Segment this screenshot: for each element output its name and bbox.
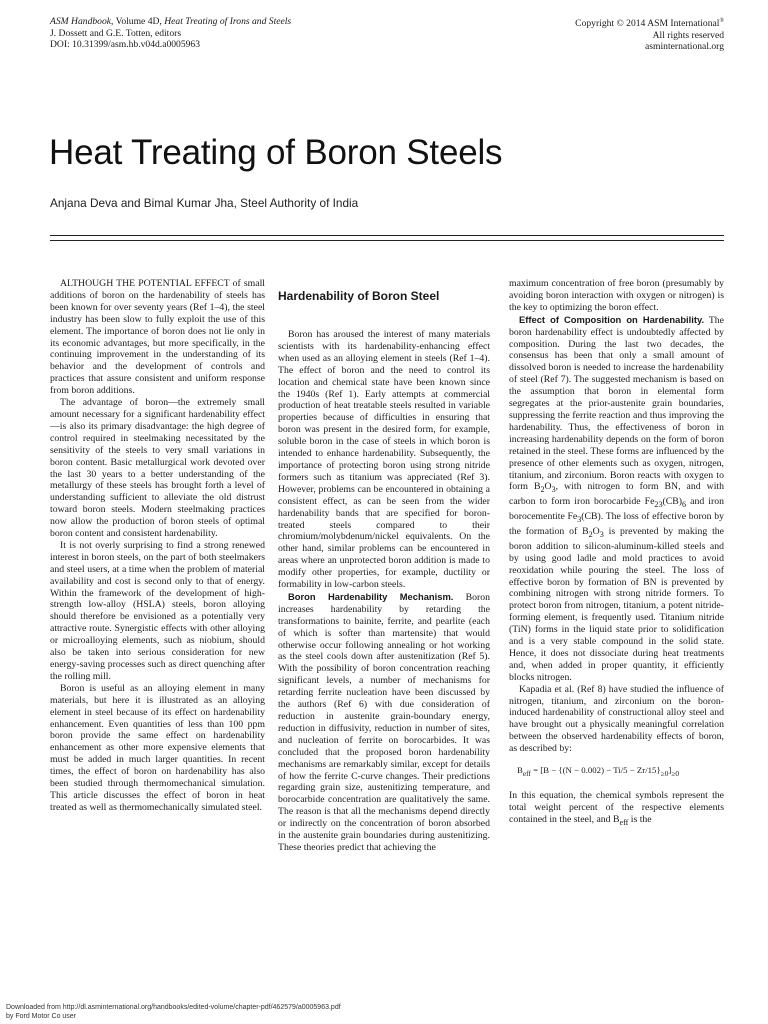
equation-explanation-paragraph [509, 790, 724, 829]
composition-text-b: , with nitrogen to form BN, and with carbon to form iron borocarbide Fe [509, 481, 724, 508]
kapadia-paragraph: Kapadia et al. (Ref 8) have studied the influence of nitrogen, titanium, and zirconium on the boron-induced hardenability of constructional alloy steel and have brought out a physically meaningful correlation between the observed hardenability effects of boron, as described by: [509, 683, 724, 755]
editors-line: J. Dossett and G.E. Totten, editors [50, 27, 182, 39]
composition-paragraph [509, 314, 724, 684]
running-header-left [50, 16, 291, 51]
composition-runin-heading: Effect of Composition on Hardenability. [519, 313, 705, 325]
subscript: 3 [551, 485, 556, 495]
copyright-text: Copyright © 2014 ASM International [575, 18, 720, 29]
mechanism-text: Boron increases hardenability by retarding the transformations to bainite, ferrite, and pearlite (each of which is softer than martensite) that would otherwise occur following annealing or hot working as the steel cools down after austenitization (Ref 5). With the possibility of boron concentration reaching significant levels, a number of mechanisms for retarding ferrite nucleation have been discussed by the authors (Ref 6) with due consideration of reduction in austenite grain-boundary energy, reduction in diffusivity, reduction in number of sites, and nucleation of ferrite on borocarbides. It was concluded that the proposed boron hardenability mechanisms are remarkably similar, except for details of how the ferrite C-curve changes. Their predictions regarding grain size, austenitizing temperature, and borocarbide concentration are qualitatively the same. The reason is that all the mechanisms depend directly or indirectly on the concentration of boron absorbed in the austenite grain boundaries during austenitizing. These theories predict that achieving the [278, 591, 490, 853]
rights-line: All rights reserved [652, 29, 724, 41]
oxygen-symbol: O [592, 525, 600, 537]
oxygen-symbol: O [544, 481, 552, 493]
equation-close-bracket: ] [668, 765, 672, 776]
subscript: 6 [682, 500, 687, 510]
equation-lhs-subscript: eff [522, 768, 531, 778]
subscript: 23 [654, 500, 663, 510]
volume-title: Heat Treating of Irons and Steels [164, 16, 292, 27]
copyright-line [575, 16, 724, 30]
website-link[interactable]: asminternational.org [645, 41, 724, 53]
book-name: ASM Handbook [50, 16, 112, 27]
composition-text-c: and iron borocementite Fe [509, 496, 724, 523]
section-heading-hardenability: Hardenability of Boron Steel [278, 289, 440, 303]
composition-text-d: (CB). The loss of effective boron by the formation of B [509, 511, 724, 537]
equation-rhs: = [B − {(N − 0.002) − Ti/5 − Zr/15} [530, 765, 661, 776]
column-right [509, 278, 724, 829]
composition-text-e: is prevented by making the boron addition to silicon-aluminum-killed steels and by using good ladle and mold practices to avoid reoxidation while pouring the steel. The loss of effective boron by formation of BN is prevented by combining nitrogen with strong nitride formers. To protect boron from nitrogen, titanium, a potent nitride-forming element, is frequently used. Titanium nitride (TiN) forms in the liquid state prior to solidification and is a very stable compound in the solid state. Hence, it does not dissociate during heat treatments and, when added in proper quantity, it efficiently blocks nitrogen. [509, 525, 724, 683]
borocarbide-group: (CB) [662, 496, 683, 508]
download-footer [6, 1004, 341, 1021]
mechanism-paragraph [278, 591, 490, 854]
intro-paragraph-1: ALTHOUGH THE POTENTIAL EFFECT of small additions of boron on the hardenability of steels has been known for over seventy years (Ref 1–4), the steel industry has been slow to fully exploit the use of this element. The importance of boron does not lie only in its economic advantages, but more specifically, in the continuing improvement in the understanding of its behavior and the development of controls and practices that assure consistent and uniform response from boron additions. [50, 278, 265, 397]
equation-inner-subscript: ≥0 [660, 768, 669, 778]
subscript: 3 [599, 529, 604, 539]
download-source-link[interactable]: Downloaded from http://dl.asminternational.org/handbooks/edited-volume/chapter-pdf/462579/a0005963.pdf [6, 1004, 341, 1011]
article-title: Heat Treating of Boron Steels [49, 133, 503, 172]
explanation-text-a: In this equation, the chemical symbols represent the total weight percent of the respective elements contained in the steel, and B [509, 789, 724, 825]
mechanism-runin-heading: Boron Hardenability Mechanism. [288, 590, 454, 602]
composition-text-a: The boron hardenability effect is undoubtedly affected by composition. During the last two decades, the consensus has been that only a small amount of dissolved boron is needed to increase the hardenability of steel (Ref 7). The suggested mechanism is based on the assumption that boron in elemental form segregates at the prior-austenite grain boundaries, suppressing the ferrite reaction and thus improving the hardenability. Thus, the effectiveness of boron in increasing hardenability depends on the form of boron retained in the steel. These forms are influenced by the presence of other elements such as oxygen, nitrogen, titanium, and zirconium. Boron reacts with oxygen to form B [509, 314, 724, 493]
column-left [50, 278, 265, 814]
intro-paragraph-3: It is not overly surprising to find a strong renewed interest in boron steels, on the part of both steelmakers and steel users, at a time when the problem of material availability and cost is second only to that of energy. Within the framework of the development of high-strength low-alloy (HSLA) steels, boron alloying should therefore be envisioned as a potentially very attractive route. Synergistic effects with other alloying or microalloying elements, such as niobium, should also be taken into serious consideration for new energy-saving processes such as direct quenching after the rolling mill. [50, 539, 265, 682]
intro-paragraph-2: The advantage of boron—the extremely small amount necessary for a significant hardenability effect—is also its primary disadvantage: the high degree of control required in steelmaking necessitated by the sensitivity of the steels to very small variations in boron content. Basic metallurgical work devoted over the last 30 years to a better understanding of the metallurgy of these steels has brought forth a level of understanding sufficient to alleviate the old distrust toward boron steels. Modern steelmaking practices now allow the production of boron steels of optimal boron content and consistent hardenability. [50, 397, 265, 540]
explanation-text-b: is the [628, 813, 652, 825]
title-divider-top [50, 235, 724, 236]
continued-paragraph: maximum concentration of free boron (presumably by avoiding boron interaction with oxygen or nitrogen) is the key to optimizing the boron effect. [509, 278, 724, 313]
book-title-line [50, 16, 291, 28]
running-header-right [575, 16, 724, 53]
equation-lhs: B [517, 765, 523, 776]
article-authors: Anjana Deva and Bimal Kumar Jha, Steel Authority of India [50, 196, 359, 210]
volume-text: , Volume 4D, [111, 16, 165, 27]
boron-effective-equation [517, 764, 724, 780]
hardenability-paragraph-1: Boron has aroused the interest of many materials scientists with its hardenability-enhancing effect when used as an alloying element in steels (Ref 1–4). The effect of boron and the need to control its location and chemical state have been known since the 1940s (Ref 1). Early attempts at commercial production of heat treatable steels resulted in variable properties because of difficulties in ensuring that boron was present in the desired form, for example, soluble boron in the case of steels in which boron is intended to enhance hardenability. Subsequently, the importance of protecting boron using strong nitride formers such as titanium was appreciated (Ref 3). However, problems can be encountered in obtaining a consistent effect, as can be seen from the wider hardenability bands that are specified for boron-treated steels compared to their chromium/molybdenum/nickel equivalents. On the other hand, similar problems can be encountered in areas where an unprotected boron addition is made to modify other properties, for example, ductility or formability in low-carbon steels. [278, 329, 490, 591]
column-middle [278, 289, 490, 854]
equation-outer-subscript: ≥0 [671, 768, 679, 778]
download-user-line: by Ford Motor Co user [6, 1012, 77, 1020]
registered-mark: ® [719, 18, 724, 24]
intro-paragraph-4: Boron is useful as an alloying element in many materials, but here it is illustrated as an alloying element in steel because of its effect on hardenability enhancement. Even quantities of less than 100 ppm boron provide the same effect on hardenability enhancement as other more expensive elements that must be added in much larger quantities. In recent times, the effect of boron on hardenability has also been studied through thermomechanical simulation. This article discusses the effect of boron in heat treated as well as thermomechanically simulated steel. [50, 682, 265, 813]
subscript: eff [619, 817, 629, 827]
subscript: 3 [577, 515, 582, 525]
doi-line: DOI: 10.31399/asm.hb.v04d.a0005963 [50, 39, 201, 51]
subscript: 2 [540, 485, 545, 495]
title-divider-bottom [50, 240, 724, 241]
subscript: 2 [588, 529, 593, 539]
